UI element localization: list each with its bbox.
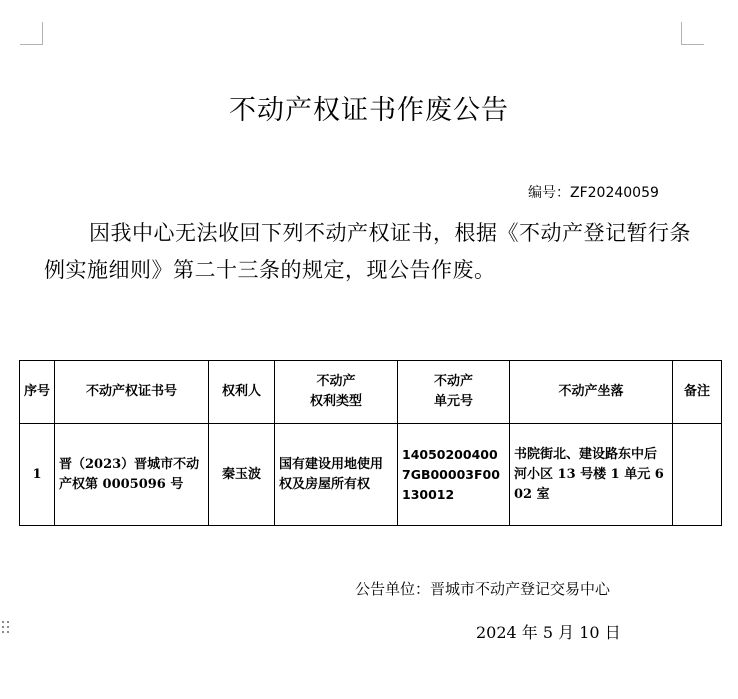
cell-right-type: 国有建设用地使用权及房屋所有权 bbox=[275, 424, 398, 526]
header-index: 序号 bbox=[20, 361, 55, 424]
cell-index: 1 bbox=[20, 424, 55, 526]
header-right-type: 不动产 权利类型 bbox=[275, 361, 398, 424]
certificate-table bbox=[19, 360, 722, 526]
notice-unit: 公告单位：晋城市不动产登记交易中心 bbox=[355, 580, 611, 598]
header-holder: 权利人 bbox=[209, 361, 275, 424]
top-right-crop-mark bbox=[681, 22, 704, 45]
serial-number bbox=[528, 182, 659, 202]
table-header-row bbox=[20, 361, 722, 424]
cell-holder: 秦玉波 bbox=[209, 424, 275, 526]
header-unit-no: 不动产 单元号 bbox=[398, 361, 510, 424]
document-title: 不动产权证书作废公告 bbox=[229, 95, 509, 126]
cell-remark bbox=[673, 424, 722, 526]
header-remark: 备注 bbox=[673, 361, 722, 424]
announcement-paragraph bbox=[44, 215, 694, 289]
notice-date: 2024 年 5 月 10 日 bbox=[476, 623, 621, 642]
cell-certificate-no: 晋（2023）晋城市不动产权第 0005096 号 bbox=[55, 424, 209, 526]
header-certificate-no: 不动产权证书号 bbox=[55, 361, 209, 424]
drag-handle-icon[interactable] bbox=[2, 621, 10, 637]
cell-location: 书院街北、建设路东中后河小区 13 号楼 1 单元 602 室 bbox=[510, 424, 673, 526]
table-row bbox=[20, 424, 722, 526]
header-location: 不动产坐落 bbox=[510, 361, 673, 424]
serial-label: 编号： bbox=[528, 185, 570, 201]
cell-unit-no: 140502004007GB00003F00130012 bbox=[398, 424, 510, 526]
serial-value: ZF20240059 bbox=[570, 185, 659, 201]
paragraph-text: 因我中心无法收回下列不动产权证书，根据《不动产登记暂行条例实施细则》第二十三条的规定，现公告作废。 bbox=[44, 221, 691, 282]
top-left-crop-mark bbox=[20, 22, 43, 45]
